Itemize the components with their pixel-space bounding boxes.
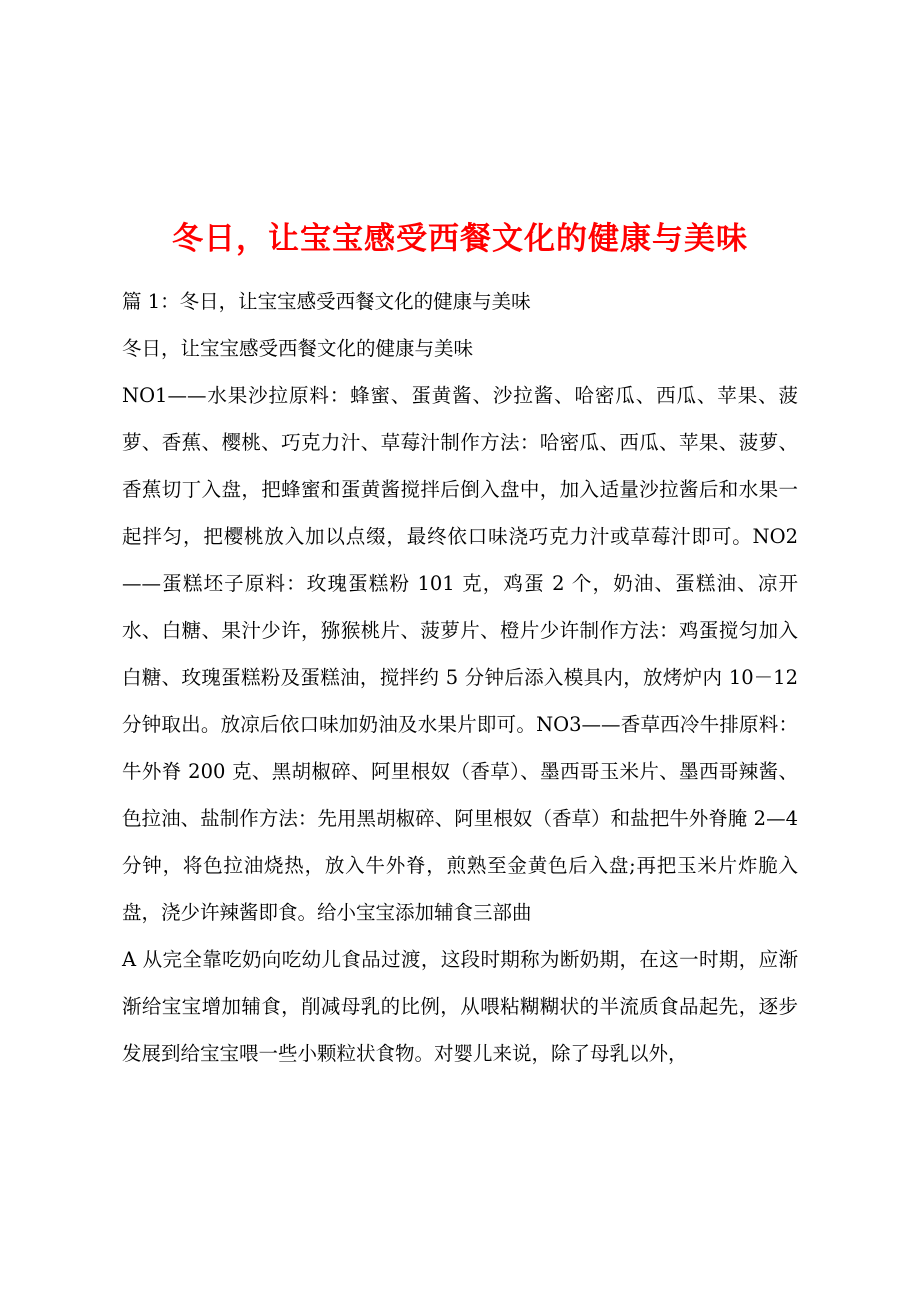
page-title: 冬日，让宝宝感受西餐文化的健康与美味 <box>172 220 748 257</box>
recipe-paragraph: NO1——水果沙拉原料：蜂蜜、蛋黄酱、沙拉酱、哈密瓜、西瓜、苹果、菠萝、香蕉、樱桃、巧克力汁、草莓汁制作方法：哈密瓜、西瓜、苹果、菠萝、香蕉切丁入盘，把蜂蜜和蛋黄酱搅拌后倒入盘中，加入适量沙拉酱后和水果一起拌匀，把樱桃放入加以点缀，最终依口味浇巧克力汁或草莓汁即可。NO2——蛋糕坯子原料：玫瑰蛋糕粉 101 克，鸡蛋 2 个，奶油、蛋糕油、凉开水、白糖、果汁少许，猕猴桃片、菠萝片、橙片少许制作方法：鸡蛋搅匀加入白糖、玫瑰蛋糕粉及蛋糕油，搅拌约 5 分钟后添入模具内，放烤炉内 10－12 分钟取出。放凉后依口味加奶油及水果片即可。NO3——香草西冷牛排原料：牛外脊 200 克、黑胡椒碎、阿里根奴（香草）、墨西哥玉米片、墨西哥辣酱、色拉油、盐制作方法：先用黑胡椒碎、阿里根奴（香草）和盐把牛外脊腌 2—4 分钟，将色拉油烧热，放入牛外脊，煎熟至金黄色后入盘;再把玉米片炸脆入盘，浇少许辣酱即食。给小宝宝添加辅食三部曲 <box>122 384 798 924</box>
subtitle-line: 冬日，让宝宝感受西餐文化的健康与美味 <box>122 337 474 360</box>
weaning-paragraph: A 从完全靠吃奶向吃幼儿食品过渡，这段时期称为断奶期，在这一时期，应渐渐给宝宝增加辅食，削减母乳的比例，从喂粘糊糊状的半流质食品起先，逐步发展到给宝宝喂一些小颗粒状食物。对婴儿来说，除了母乳以外， <box>122 948 798 1065</box>
section-heading: 篇 1：冬日，让宝宝感受西餐文化的健康与美味 <box>122 290 531 313</box>
document-body <box>122 278 798 1077</box>
